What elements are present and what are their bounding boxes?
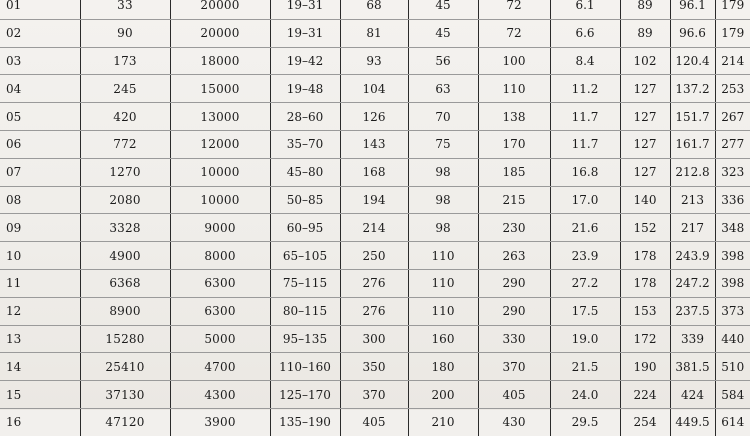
table-cell-col-10-value: 243.9	[670, 242, 715, 270]
table-cell-col-8-value: 21.5	[550, 353, 620, 381]
table-cell-col-3-value: 8000	[170, 242, 270, 270]
table-cell-col-4-range: 28–60	[270, 103, 340, 131]
table-row	[0, 242, 750, 270]
table-row	[0, 186, 750, 214]
table-cell-model-no: 15	[0, 381, 80, 409]
table-cell-col-4-range: 135–190	[270, 408, 340, 435]
table-cell-col-6-value: 160	[408, 325, 478, 353]
table-cell-col-9-value: 89	[620, 19, 670, 47]
table-cell-col-10-value: 120.4	[670, 47, 715, 75]
table-cell-col-6-value: 210	[408, 408, 478, 435]
table-cell-col-3-value: 4300	[170, 381, 270, 409]
table-cell-col-6-value: 75	[408, 130, 478, 158]
table-cell-col-10-value: 151.7	[670, 103, 715, 131]
table-cell-col-6-value: 98	[408, 158, 478, 186]
table-cell-col-4-range: 19–48	[270, 75, 340, 103]
table-cell-col-11-value: 277	[715, 130, 750, 158]
table-cell-col-5-value: 276	[340, 269, 408, 297]
table-cell-col-7-value: 100	[478, 47, 550, 75]
table-cell-model-no: 12	[0, 297, 80, 325]
table-cell-col-9-value: 172	[620, 325, 670, 353]
table-cell-col-9-value: 152	[620, 214, 670, 242]
table-cell-col-2-value: 47120	[80, 408, 170, 435]
table-cell-col-2-value: 2080	[80, 186, 170, 214]
table-cell-col-11-value: 373	[715, 297, 750, 325]
table-cell-col-5-value: 194	[340, 186, 408, 214]
table-cell-col-11-value: 510	[715, 353, 750, 381]
table-cell-col-2-value: 4900	[80, 242, 170, 270]
table-cell-col-7-value: 110	[478, 75, 550, 103]
table-cell-col-9-value: 102	[620, 47, 670, 75]
table-row	[0, 325, 750, 353]
table-cell-col-11-value: 253	[715, 75, 750, 103]
table-cell-col-4-range: 75–115	[270, 269, 340, 297]
table-cell-col-9-value: 190	[620, 353, 670, 381]
table-cell-col-5-value: 276	[340, 297, 408, 325]
table-cell-col-5-value: 126	[340, 103, 408, 131]
table-cell-col-3-value: 6300	[170, 297, 270, 325]
table-cell-col-7-value: 290	[478, 297, 550, 325]
table-cell-col-7-value: 215	[478, 186, 550, 214]
table-cell-col-11-value: 398	[715, 269, 750, 297]
table-cell-col-10-value: 212.8	[670, 158, 715, 186]
table-cell-col-2-value: 90	[80, 19, 170, 47]
table-cell-col-5-value: 143	[340, 130, 408, 158]
table-cell-model-no: 09	[0, 214, 80, 242]
table-cell-model-no: 13	[0, 325, 80, 353]
table-cell-col-2-value: 3328	[80, 214, 170, 242]
table-row	[0, 47, 750, 75]
table-row	[0, 269, 750, 297]
table-cell-col-11-value: 584	[715, 381, 750, 409]
table-cell-col-11-value: 614	[721, 415, 745, 430]
table-cell-col-5-value: 168	[340, 158, 408, 186]
table-cell-col-2-value: 772	[80, 130, 170, 158]
table-cell-col-4-range: 80–115	[270, 297, 340, 325]
table-cell-col-2-value: 173	[80, 47, 170, 75]
table-cell-col-8-value: 21.6	[550, 214, 620, 242]
table-cell-col-7-value: 72	[478, 0, 550, 19]
table-cell-col-11-value: 323	[715, 158, 750, 186]
table-cell-col-9-value: 140	[620, 186, 670, 214]
table-cell-col-8-value: 6.1	[550, 0, 620, 19]
table-cell-col-6-value: 45	[408, 19, 478, 47]
table-cell-col-4-range: 19–31	[270, 19, 340, 47]
table-cell-model-no: 14	[0, 353, 80, 381]
table-row	[0, 297, 750, 325]
table-cell-col-8-value: 23.9	[550, 242, 620, 270]
table-cell-col-7-value: 370	[478, 353, 550, 381]
table-cell-col-4-range: 65–105	[270, 242, 340, 270]
table-cell-col-9-value: 127	[620, 158, 670, 186]
table-cell-col-11-value: 336	[715, 186, 750, 214]
table-row	[0, 19, 750, 47]
table-cell-col-3-value: 13000	[170, 103, 270, 131]
table-row	[0, 214, 750, 242]
table-cell-col-10-value: 137.2	[670, 75, 715, 103]
table-cell-col-3-value: 12000	[170, 130, 270, 158]
table-cell-col-11-value: 267	[715, 103, 750, 131]
table-cell-col-7-value: 138	[478, 103, 550, 131]
table-cell-col-10-value: 161.7	[670, 130, 715, 158]
table-cell-col-9-value: 153	[620, 297, 670, 325]
table-cell-col-9-value: 127	[620, 75, 670, 103]
table-cell-col-11-value: 398	[715, 242, 750, 270]
table-cell-col-4-range: 125–170	[270, 381, 340, 409]
table-cell-col-6-value: 45	[408, 0, 478, 19]
table-cell-col-3-value: 6300	[170, 269, 270, 297]
table-cell-model-no: 05	[0, 103, 80, 131]
table-cell-col-5-value: 370	[340, 381, 408, 409]
table-cell-col-5-value: 300	[340, 325, 408, 353]
table-cell-col-7-value: 430	[478, 408, 550, 435]
table-cell-col-3-value: 4700	[170, 353, 270, 381]
table-cell-col-10-value: 381.5	[670, 353, 715, 381]
table-cell-col-3-value: 20000	[170, 19, 270, 47]
table-cell-col-11-value: 440	[715, 325, 750, 353]
table-row	[0, 103, 750, 131]
table-cell-col-9-value: 254	[620, 408, 670, 435]
table-cell-col-2-value: 15280	[80, 325, 170, 353]
table-cell-col-10-value: 96.1	[670, 0, 715, 19]
table-cell-col-10-value: 237.5	[670, 297, 715, 325]
table-cell-col-2-value: 245	[80, 75, 170, 103]
table-cell-col-9-value: 89	[620, 0, 670, 19]
table-cell-col-9-value: 127	[620, 130, 670, 158]
table-cell-col-9-value: 178	[620, 242, 670, 270]
table-cell-model-no: 04	[0, 75, 80, 103]
table-cell-col-2-value: 1270	[80, 158, 170, 186]
table-cell-col-3-value: 3900	[170, 408, 270, 435]
table-cell-col-4-range: 35–70	[270, 130, 340, 158]
table-cell-col-11-value: 348	[715, 214, 750, 242]
table-cell-col-7-value: 72	[478, 19, 550, 47]
table-cell-col-9-value: 178	[620, 269, 670, 297]
table-cell-col-6-value: 56	[408, 47, 478, 75]
table-cell-col-6-value: 180	[408, 353, 478, 381]
table-row	[0, 75, 750, 103]
table-cell-col-8-value: 19.0	[550, 325, 620, 353]
table-cell-col-8-value: 11.7	[550, 130, 620, 158]
table-cell-col-6-value: 200	[408, 381, 478, 409]
table-cell-col-6-value: 110	[408, 242, 478, 270]
table-cell-col-4-range: 45–80	[270, 158, 340, 186]
table-cell-col-5-value: 104	[340, 75, 408, 103]
table-cell-col-8-value: 24.0	[550, 381, 620, 409]
table-cell-col-5-value: 250	[340, 242, 408, 270]
table-row	[0, 130, 750, 158]
table-cell-col-5-value: 93	[340, 47, 408, 75]
table-cell-col-8-value: 17.0	[550, 186, 620, 214]
table-cell-model-no: 03	[0, 47, 80, 75]
table-cell-col-8-value: 27.2	[550, 269, 620, 297]
table-cell-col-3-value: 10000	[170, 186, 270, 214]
table-cell-model-no: 01	[0, 0, 80, 19]
table-cell-col-7-value: 263	[478, 242, 550, 270]
table-cell-col-3-value: 15000	[170, 75, 270, 103]
table-cell-col-10-value: 247.2	[670, 269, 715, 297]
table-cell-col-3-value: 5000	[170, 325, 270, 353]
table-cell-col-7-value: 405	[478, 381, 550, 409]
table-cell-col-8-value: 11.7	[550, 103, 620, 131]
table-row	[0, 353, 750, 381]
table-cell-model-no: 10	[0, 242, 80, 270]
table-cell-model-no: 07	[0, 158, 80, 186]
table-cell-col-4-range: 110–160	[270, 353, 340, 381]
table-cell-model-no: 11	[0, 269, 80, 297]
table-cell-col-5-value: 214	[340, 214, 408, 242]
table-cell-col-3-value: 9000	[170, 214, 270, 242]
table-cell-col-8-value: 29.5	[550, 408, 620, 435]
table-row	[0, 381, 750, 409]
table-cell-col-2-value: 420	[80, 103, 170, 131]
table-cell-col-6-value: 98	[408, 186, 478, 214]
table-cell-col-5-value: 405	[340, 408, 408, 435]
table-cell-col-7-value: 330	[478, 325, 550, 353]
table-cell-col-8-value: 17.5	[550, 297, 620, 325]
table-cell-col-3-value: 18000	[170, 47, 270, 75]
table-cell-col-6-value: 110	[408, 269, 478, 297]
table-cell-col-6-value: 98	[408, 214, 478, 242]
table-cell-col-9-value: 224	[620, 381, 670, 409]
table-cell-col-2-value: 37130	[80, 381, 170, 409]
table-cell-model-no: 02	[0, 19, 80, 47]
table-cell-col-5-value: 81	[340, 19, 408, 47]
table-row	[0, 0, 750, 19]
table-cell-col-10-value: 449.5	[670, 408, 715, 435]
table-cell-col-7-value: 230	[478, 214, 550, 242]
table-cell-col-2-value: 25410	[80, 353, 170, 381]
table-cell-col-10-value: 424	[670, 381, 715, 409]
table-cell-col-7-value: 170	[478, 130, 550, 158]
table-cell-col-6-value: 63	[408, 75, 478, 103]
table-cell-col-4-range: 60–95	[270, 214, 340, 242]
table-cell-col-7-value: 290	[478, 269, 550, 297]
table-cell-model-no: 08	[0, 186, 80, 214]
table-cell-col-6-value: 70	[408, 103, 478, 131]
table-cell-col-4-range: 19–42	[270, 47, 340, 75]
table-cell-col-2-value: 8900	[80, 297, 170, 325]
table-cell-col-8-value: 8.4	[550, 47, 620, 75]
table-cell-col-10-value: 96.6	[670, 19, 715, 47]
table-cell-col-11-value: 214	[715, 47, 750, 75]
table-cell-col-10-value: 339	[670, 325, 715, 353]
table-cell-col-2-value: 6368	[80, 269, 170, 297]
table-cell-col-11-value: 179	[715, 0, 750, 19]
table-cell-col-8-value: 11.2	[550, 75, 620, 103]
table-cell-col-3-value: 10000	[170, 158, 270, 186]
table-cell-col-4-range: 19–31	[270, 0, 340, 19]
table-cell-col-3-value: 20000	[170, 0, 270, 19]
table-cell-col-8-value: 6.6	[550, 19, 620, 47]
table-row	[0, 158, 750, 186]
table-cell-model-no: 16	[0, 408, 80, 435]
table-cell-col-8-value: 16.8	[550, 158, 620, 186]
table-cell-col-4-range: 50–85	[270, 186, 340, 214]
table-cell-col-5-value: 350	[340, 353, 408, 381]
table-cell-col-9-value: 127	[620, 103, 670, 131]
table-cell-col-2-value: 33	[80, 0, 170, 19]
table-cell-col-4-range: 95–135	[270, 325, 340, 353]
table-cell-model-no: 06	[0, 130, 80, 158]
table-cell-col-7-value: 185	[478, 158, 550, 186]
table-cell-col-6-value: 110	[408, 297, 478, 325]
table-cell-col-10-value: 213	[670, 186, 715, 214]
table-cell-col-5-value: 68	[340, 0, 408, 19]
table-cell-col-10-value: 217	[670, 214, 715, 242]
table-row	[0, 408, 750, 435]
table-cell-col-11-value: 179	[715, 19, 750, 47]
